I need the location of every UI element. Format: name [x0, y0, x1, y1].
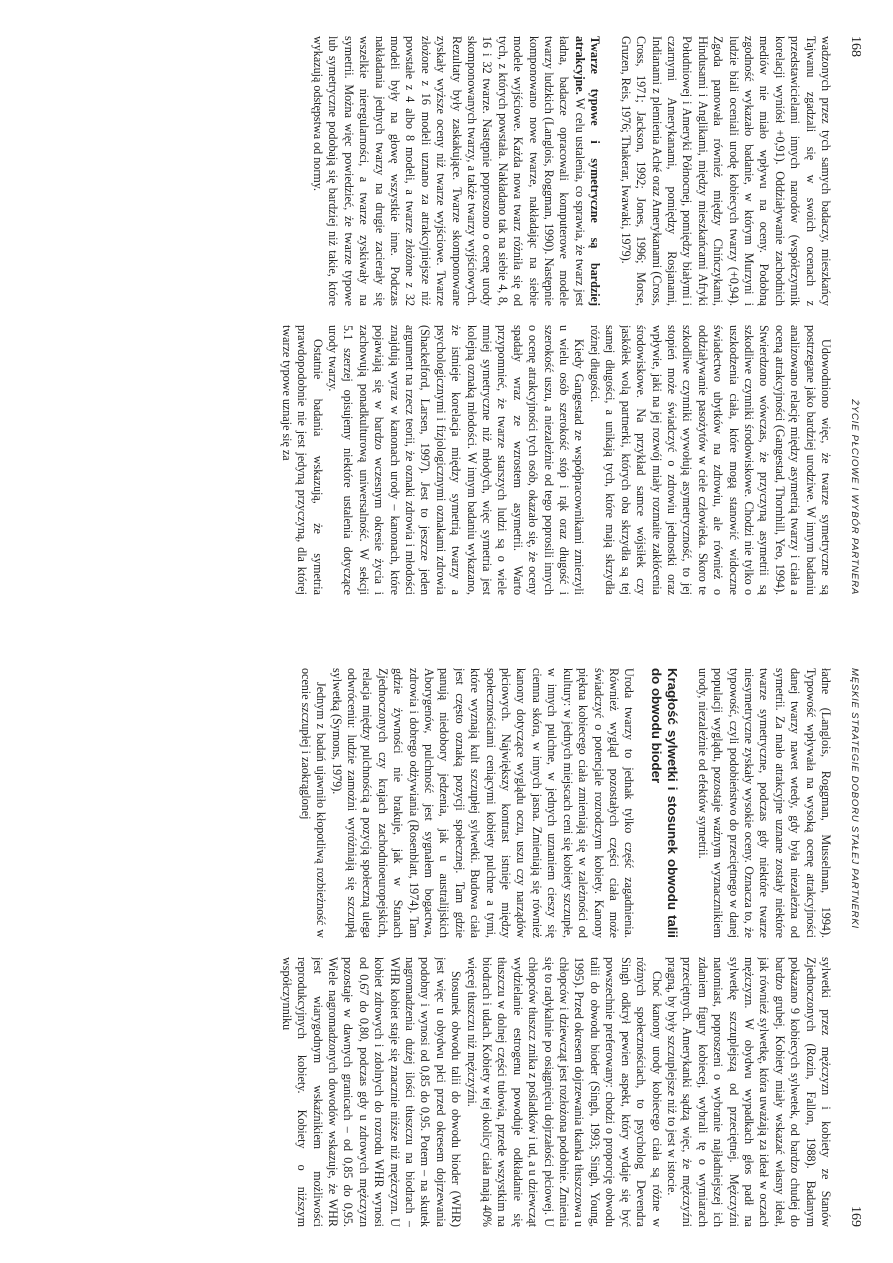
runin-heading: Twarze typowe i symetryczne są bardziej atrakcyjne. — [572, 36, 603, 306]
text-column-2 — [13, 957, 833, 1227]
left-page-columns — [13, 36, 833, 595]
left-page — [0, 0, 893, 631]
runin-body: W celu ustalenia, co sprawia, że twarz jest ładna, badacze opracowali komputerowe modele twarzy ludzkich (Langlois, Roggman, 1990). Następnie komponowano nowe twarze, nakładając na siebie modele wyjściowe. Każda nowa twarz różniła się od tych, z których powstała. Nakładano tak na siebie 4, 8, 16 i 32 twarze. Następnie poproszono o ocenę urody skomponowanych twarzy, a także twarzy wyjściowych. Rezultaty były zaskakujące. Twarze skomponowane zyskały wyższe oceny niż twarze wyjściowe. Twarze złożone z 16 modeli uznano za atrakcyjniejsze niż powstałe z 4 albo 8 modeli, a twarze złożone z 32 modeli były na głowę wszystkie inne. Podczas nakładania jednych twarzy na drugie zacierały się wszelkie nieregularności, a twarze zyskiwały na symetrii. Można więc powiedzieć, że twarze typowe lub symetryczne podobają się bardziej niż takie, które wykazują odstępstwa od normy. — [311, 36, 587, 306]
page-number: 168 — [848, 36, 863, 57]
right-page — [0, 632, 893, 1263]
left-page-header — [843, 36, 867, 595]
paragraph-runin — [310, 36, 603, 306]
paragraph: sylwetki przez mężczyzn i kobiety ze Stanów Zjednoczonych (Rozin, Fallon, 1988). Badanym pokazano 9 kobiecych sylwetek, od bardzo chudej do bardzo grubej. Kobiety miały wskazać własny ideał, jak również sylwetkę, która uważają za ideał w oczach mężczyzn. W obydwu wypadkach głos padł na sylwetkę szczuplejszą od przeciętnej. Mężczyźni natomiast, poproszeni o wybranie najładniejszej ich zdaniem figury kobiecej, wybrali tę o wymiarach przeciętnych. Amerykanki sądzą więc, że mężczyźni pragną, by były szczuplejsze niż to jest w istocie. — [664, 957, 833, 1227]
paragraph: Jednym z badań ujawniło kłopotliwą rozbieżność w ocenie szczupłej i zaokrąglonej — [298, 668, 329, 938]
paragraph: Stosunek obwodu talii do obwodu bioder (WHR) jest więc u obydwu płci przed okresem dojrzewania podobny i wynosi od 0,85 do 0,95. Potem – na skutek nagromadzenia dużej ilości tłuszczu na biodrach – WHR kobiet staje się znacznie niższe niż mężczyzn. U kobiet zdrowych i zdolnych do rozrodu WHR wynosi od 0,67 do 0,80, podczas gdy u zdrowych mężczyzn pozostaje w dawnych granicach – od 0,85 do 0,95. Wiele nagromadzonych dowodów wskazuje, że WHR jest wiarygodnym wskaźnikiem możliwości reprodukcyjnych kobiety. Kobiety o niższym współczynniku — [279, 957, 464, 1227]
paragraph: Choć kanony urody kobiecego ciała są różne w różnych społecznościach, to psycholog Devendra Singh odkrył pewien aspekt, który wydaje się być powszechnie preferowany: chodzi o proporcję obwodu talii do obwodu bioder (Singh, 1993; Singh, Young, 1995). Przed okresem dojrzewania tkanka tłuszczowa u chłopców i dziewcząt jest rozłożona podobnie. Zmienia się to radykalnie po osiągnięciu dojrzałości płciowej. U chłopców tłuszcz znika z pośladków i ud, a u dziewcząt wydzielanie estrogenu powoduje odkładanie się tłuszczu w dolnej części tułowia, przede wszystkim na biodrach i udach. Kobiety w tej okolicy ciała mają 40% więcej tłuszczu niż mężczyźni. — [464, 957, 664, 1227]
paragraph: Uroda twarzy to jednak tylko część zagadnienia. Również wygląd pozostałych części ciała może świadczyć o potencjale rozrodczym kobiety. Kanony piękna kobiecego ciała zmieniają się w zależności od kultury: w jednych miejscach ceni się kobiety szczupłe, w innych pulchne, w jednych uznaniem cieszy się ciemna skóra, w innych jasna. Zmieniają się również kanony dotyczące wyglądu oczu, uszu czy narządów płciowych. Największy kontrast istnieje między społecznościami ceniącymi kobiety pulchne a tymi, które wyznają kult szczupłej sylwetki. Budowa ciała jest często oznaką pozycji społecznej. Tam gdzie panują niedobory jedzenia, jak u australijskich Aborygenów, pulchność jest sygnałem bogactwa, zdrowia i dobrego odżywiania (Rosenblatt, 1974). Tam gdzie żywności nie brakuje, jak w Stanach Zjednoczonych czy krajach zachodnioeuropejskich, relacja między pulchnością a pozycją społeczną ulega odwróceniu: ludzie zamożni wyróżniają się szczupłą sylwetką (Symons, 1979). — [329, 668, 637, 938]
text-column-2 — [13, 325, 833, 595]
paragraph: Kiedy Gangestad ze współpracownikami zmierzyli u wielu osób szerokość stóp i rąk oraz długość i szerokość uszu, a niezależnie od tego poprosili innych o ocenę atrakcyjności tych osób, okazało się, że oceny spadały wraz ze wzrostem asymetrii. Warto przypomnieć, że twarze starszych ludzi są o wiele mniej symetryczne niż młodych, więc symetria jest kolejną oznaką młodości. W innym badaniu wykazano, że istnieje korelacja między symetrią twarzy a psychologicznymi i fizjologicznymi oznakami zdrowia (Shackelford, Larsen, 1997). Jest to jeszcze jeden argument na rzecz teorii, że oznaki zdrowia i młodości znajdują wyraz w kanonach urody – kanonach, które pojawiają się w bardzo wczesnym okresie życia i zachowują ponadkulturową uniwersalność. W sekcji 5.1 szerzej opisujemy niektóre ustalenia dotyczące urody twarzy. — [326, 325, 587, 595]
paragraph: ładne (Langlois, Roggman, Musselman, 1994). Typowość wpływała na wysoką ocenę atrakcyjności danej twarzy nawet wtedy, gdy była niezależna od symetrii. Za mało atrakcyjne uznane zostały niektóre twarze symetryczne, podczas gdy niektóre twarze niesymetryczne zyskały wysokie oceny. Oznacza to, że typowość, czyli podobieństwo do przeciętnego w danej populacji wyglądu, pozostaje ważnym wyznacznikiem urody, niezależnie od efektów symetrii. — [695, 668, 833, 938]
page-number: 169 — [848, 1206, 863, 1227]
paragraph: Ostatnie badania wskazują, że symetria prawdopodobnie nie jest jedyną przyczyną, dla której twarze typowe uznaje się za — [279, 325, 325, 595]
running-head: ŻYCIE PŁCIOWE I WYBÓR PARTNERA — [849, 399, 861, 595]
right-page-header — [843, 668, 867, 1227]
running-head: MĘSKIE STRATEGIE DOBORU STAŁEJ PARTNERKI — [849, 668, 861, 929]
right-page-columns — [13, 668, 833, 1227]
paragraph: Udowodniono więc, że twarze symetryczne są postrzegane jako bardziej urodziwe. W innym badaniu analizowano relację między asymetrią twarzy i ciała a oceną atrakcyjności (Gangestad, Thornhill, Yeo, 1994). Stwierdzono wówczas, że przyczyną asymetrii są szkodliwe czynniki środowiskowe. Chodzi nie tylko o uszkodzenia ciała, które mogą stanowić widoczne świadectwo ubytków na zdrowiu, ale również o oddziaływanie pasożytów w ciele człowieka. Skoro te szkodliwe czynniki wywołują asymetryczność, to jej stopień może świadczyć o zdrowiu jednostki oraz wpływie, jaki na jej rozwój miały rozmaite zakłócenia środowiskowe. Na przykład samce wójsiłek czy jaskółek wolą partnerki, których oba skrzydła są tej samej długości, a unikają tych, które mają skrzydła różnej długości. — [587, 325, 833, 595]
text-column-1 — [13, 36, 833, 306]
paragraph: wadzonych przez tych samych badaczy, mieszkańcy Tajwanu zgadzali się w swoich ocenach z przedstawicielami innych narodów (współczynnik korelacji wyniósł +0,91). Oddziaływanie zachodnich mediów nie miało wpływu na oceny. Podobną zgodność wykazało badanie, w którym Murzyni i ludzie biali oceniali urodę kobiecych twarzy (+0,94). Zgoda panowała również między Chińczykami, Hindusami i Anglikami, między mieszkańcami Afryki Południowej i Ameryki Północnej, pomiędzy białymi i czarnymi Amerykanami, pomiędzy Rosjanami, Indianami z plemienia Aché oraz Amerykanami (Cross, Cross, 1971; Jackson, 1992; Jones, 1996; Morse, Gruzen, Reis, 1976; Thakerar, Iwawaki, 1979). — [618, 36, 833, 306]
text-column-1 — [13, 668, 833, 938]
section-heading: Kragłość sylwetki i stosunek obwodu talii do obwodu bioder — [649, 668, 681, 938]
